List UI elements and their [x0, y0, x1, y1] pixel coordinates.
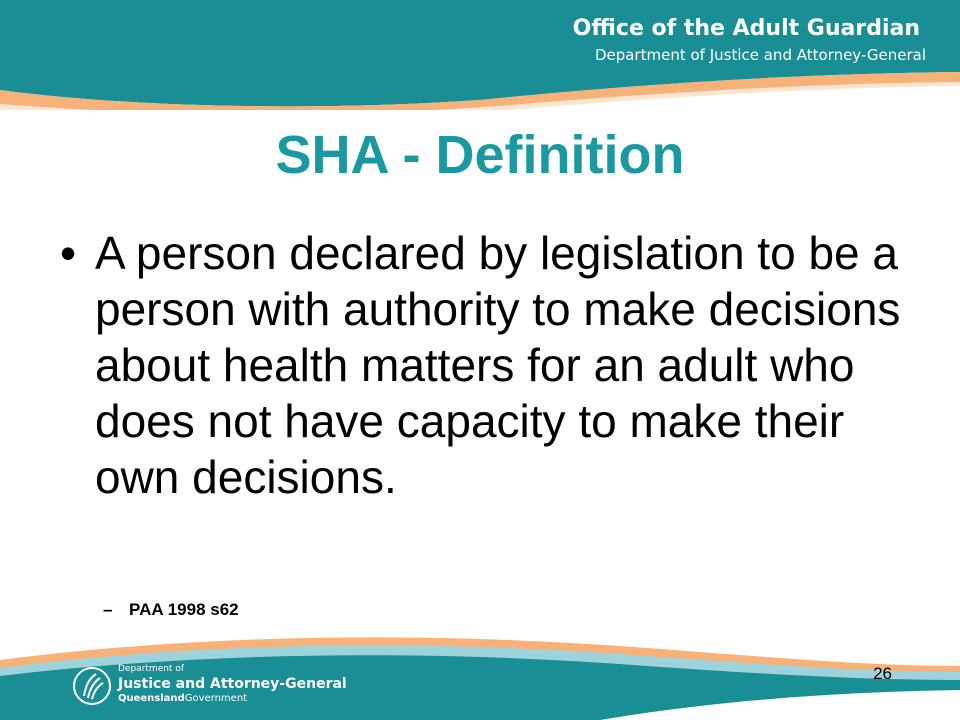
footer-line3-bold: Queensland — [118, 693, 185, 704]
sub-item — [103, 600, 239, 620]
page-number: 26 — [873, 664, 892, 683]
sub-item-dash: – — [103, 600, 113, 619]
footer-department — [118, 664, 347, 705]
footer-line3 — [118, 693, 347, 705]
dept-name: Department of Justice and Attorney-General — [594, 46, 926, 64]
bullet-dot-icon: • — [60, 227, 77, 279]
org-name: Office of the Adult Guardian — [572, 16, 920, 41]
footer-line1: Department of — [118, 664, 184, 674]
sub-item-text: PAA 1998 s62 — [129, 600, 239, 619]
footer-line3-rest: Government — [184, 693, 248, 704]
queensland-crest-icon — [72, 664, 112, 708]
bullet-text: A person declared by legislation to be a person with authority to make decisions about health matters for an adult who does not have capacity to make their own decisions. — [95, 227, 901, 503]
footer-line2: Justice and Attorney-General — [118, 676, 347, 692]
slide-title: SHA - Definition — [275, 125, 685, 185]
